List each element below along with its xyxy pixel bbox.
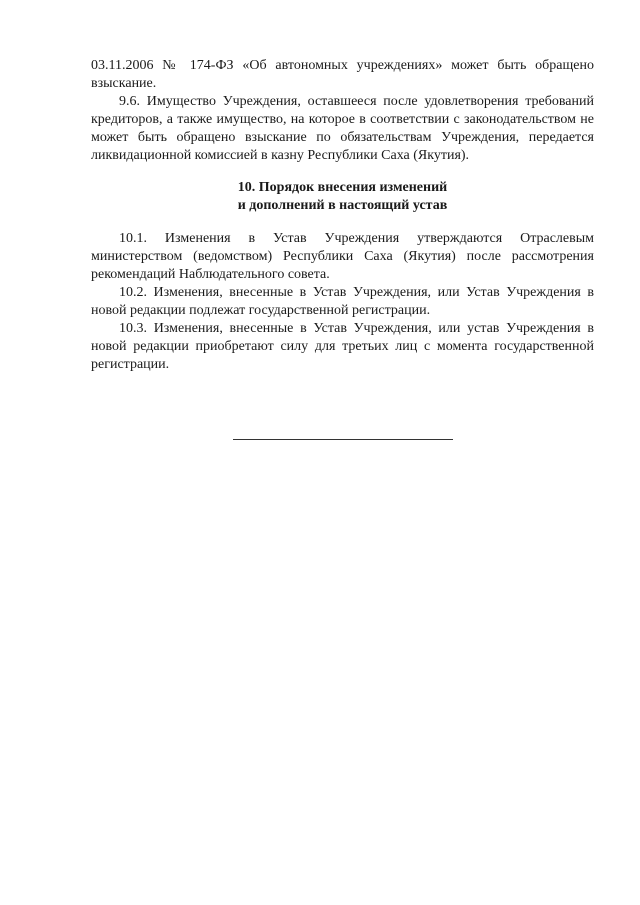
section-heading-line-1: 10. Порядок внесения изменений	[237, 180, 448, 195]
section-heading	[91, 179, 594, 215]
paragraph-continuation: 03.11.2006 № 174-ФЗ «Об автономных учреждениях» может быть обращено взыскание.	[91, 58, 594, 91]
document-page	[91, 57, 594, 374]
paragraph-10-2: 10.2. Изменения, внесенные в Устав Учреждения, или Устав Учреждения в новой редакции подлежат государственной регистрации.	[91, 285, 594, 318]
section-heading-line-2: и дополнений в настоящий устав	[237, 198, 448, 213]
end-divider-line	[233, 439, 453, 440]
paragraph-9-6: 9.6. Имущество Учреждения, оставшееся после удовлетворения требований кредиторов, а также имущество, на которое в соответствии с законодательством не может быть обращено взыскание по обязательствам Учреждения, передается ликвидационной комиссией в казну Республики Саха (Якутия).	[91, 94, 594, 163]
paragraph-10-3: 10.3. Изменения, внесенные в Устав Учреждения, или устав Учреждения в новой редакции приобретают силу для третьих лиц с момента государственной регистрации.	[91, 321, 594, 372]
paragraph-10-1: 10.1. Изменения в Устав Учреждения утверждаются Отраслевым министерством (ведомством) Республики Саха (Якутия) после рассмотрения рекомендаций Наблюдательного совета.	[91, 231, 594, 282]
